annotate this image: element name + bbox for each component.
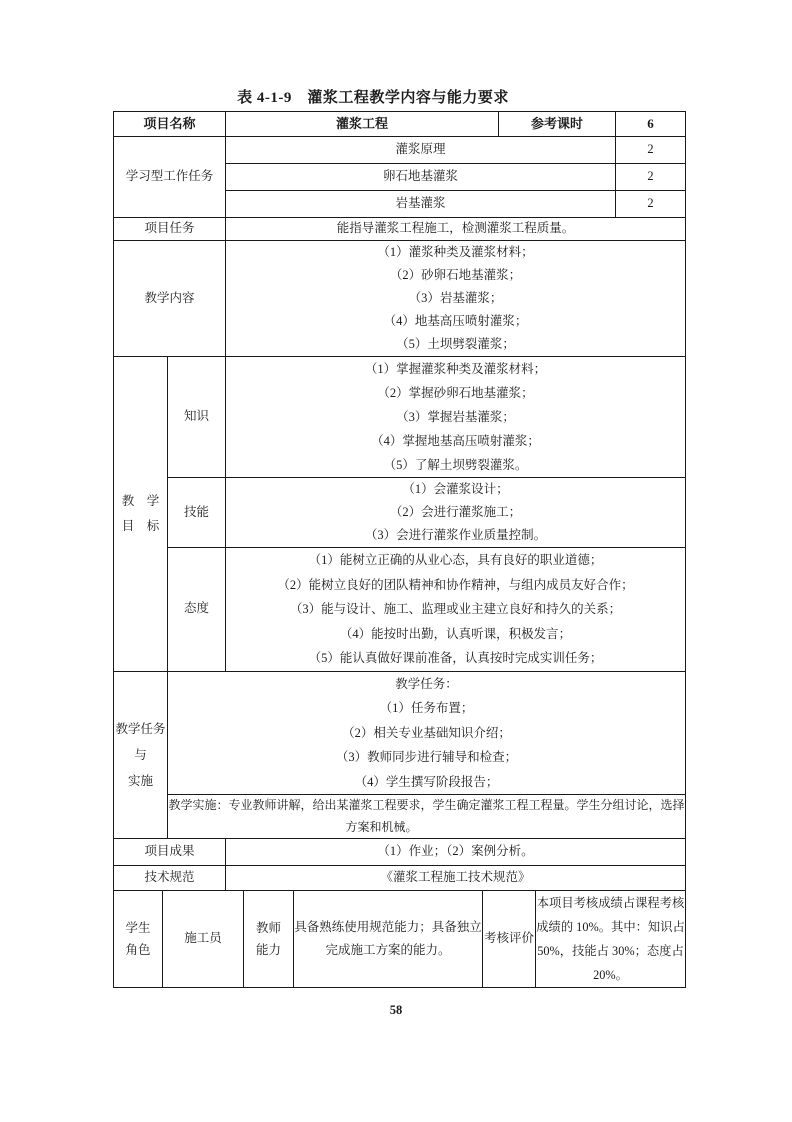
- content-line: （1）灌浆种类及灌浆材料；: [377, 245, 534, 259]
- content-line: （3）能与设计、施工、监理或业主建立良好和持久的关系；: [289, 602, 622, 616]
- teaching-content-label-cell: 教学内容: [114, 241, 226, 357]
- learning-task-name-cell: 岩基灌浆: [226, 191, 616, 218]
- content-line: （2）会进行灌浆施工；: [389, 505, 522, 519]
- teaching-content-cell: [226, 241, 686, 357]
- content-line: （4）能按时出勤，认真听课，积极发言；: [339, 626, 572, 641]
- assessment-label-cell: 考核评价: [483, 891, 536, 988]
- project-task-label-cell: 项目任务: [114, 218, 226, 241]
- learning-task-name-cell: 卵石地基灌浆: [226, 164, 616, 191]
- skills-label-cell: 技能: [168, 478, 226, 548]
- project-outcome-label-cell: 项目成果: [114, 839, 226, 866]
- content-line: （1）掌握灌浆种类及灌浆材料；: [364, 362, 547, 376]
- teaching-goals-label-line: 目 标: [121, 518, 160, 533]
- teacher-ability-label-line: 能力: [255, 943, 281, 957]
- student-role-label-line: 角色: [125, 943, 151, 957]
- teaching-goals-label-line: 教 学: [121, 493, 160, 508]
- learning-task-hours-cell: 2: [616, 164, 686, 191]
- learning-tasks-label-cell: 学习型工作任务: [114, 137, 226, 218]
- tasks-impl-label-line: 与: [134, 747, 147, 762]
- content-line: （2）相关专业基础知识介绍；: [342, 725, 511, 740]
- tasks-impl-label-line: 实施: [127, 773, 153, 788]
- content-line: （5）能认真做好课前准备，认真按时完成实训任务；: [308, 651, 603, 665]
- student-role-value-cell: 施工员: [163, 891, 244, 988]
- learning-task-name-cell: 灌浆原理: [226, 137, 616, 164]
- content-line: （4）地基高压喷射灌浆；: [383, 314, 528, 328]
- content-line: （2）掌握砂卵石地基灌浆；: [377, 386, 534, 400]
- student-role-label-cell: [114, 891, 163, 988]
- page-number: 58: [389, 1003, 403, 1017]
- knowledge-content-cell: [226, 357, 686, 478]
- learning-task-hours-cell: 2: [616, 137, 686, 164]
- content-line: （3）教师同步进行辅导和检查；: [335, 750, 518, 764]
- content-line: 方案和机械。: [345, 819, 418, 834]
- content-line: （5）了解土坝劈裂灌浆。: [383, 458, 528, 472]
- tasks-impl-label-cell: [114, 671, 168, 839]
- teacher-ability-value-cell: 具备熟练使用规范能力；具备独立完成施工方案的能力。: [294, 891, 483, 988]
- content-line: （3）会进行灌浆作业质量控制。: [364, 528, 547, 542]
- table-title: 表 4-1-9 灌浆工程教学内容与能力要求: [237, 90, 509, 106]
- course-requirements-table: [113, 111, 686, 988]
- tasks-impl-label-line: 教学任务: [115, 721, 166, 736]
- attitude-label-cell: 态度: [168, 548, 226, 672]
- project-name-value-cell: 灌浆工程: [226, 112, 499, 137]
- content-line: （4）学生撰写阶段报告；: [354, 774, 499, 789]
- content-line: 教学任务：: [395, 676, 458, 691]
- teacher-ability-label-cell: [244, 891, 294, 988]
- teaching-tasks-cell: [168, 671, 686, 795]
- project-task-value-cell: 能指导灌浆工程施工，检测灌浆工程质量。: [226, 218, 686, 241]
- content-line: （5）土坝劈裂灌浆；: [396, 337, 515, 351]
- assessment-value-cell: 本项目考核成绩占课程考核成绩的 10%。其中：知识占 50%，技能占 30%；态度占 20%。: [536, 891, 686, 988]
- content-line: 教学实施：专业教师讲解，给出某灌浆工程要求，学生确定灌浆工程工程量。学生分组讨论，选择: [168, 798, 685, 812]
- ref-hours-value-cell: 6: [616, 112, 686, 137]
- teaching-implementation-cell: [168, 795, 686, 839]
- skills-content-cell: [226, 478, 686, 548]
- knowledge-label-cell: 知识: [168, 357, 226, 478]
- ref-hours-label-cell: 参考课时: [499, 112, 616, 137]
- attitude-content-cell: [226, 548, 686, 672]
- content-line: （4）掌握地基高压喷射灌浆；: [371, 434, 540, 448]
- technical-standard-value-cell: 《灌浆工程施工技术规范》: [226, 866, 686, 891]
- content-line: （1）会灌浆设计；: [402, 482, 509, 496]
- content-line: （3）掌握岩基灌浆；: [396, 410, 515, 424]
- teacher-ability-label-line: 教师: [255, 921, 281, 935]
- project-name-label-cell: 项目名称: [114, 112, 226, 137]
- content-line: （1）能树立正确的从业心态，具有良好的职业道德；: [308, 553, 603, 567]
- content-line: （2）砂卵石地基灌浆；: [389, 268, 522, 282]
- student-role-label-line: 学生: [125, 921, 151, 935]
- learning-task-hours-cell: 2: [616, 191, 686, 218]
- content-line: （1）任务布置；: [379, 701, 474, 715]
- content-line: （2）能树立良好的团队精神和协作精神，与组内成员友好合作；: [277, 577, 634, 592]
- content-line: （3）岩基灌浆；: [408, 291, 503, 305]
- technical-standard-label-cell: 技术规范: [114, 866, 226, 891]
- teaching-goals-label-cell: [114, 357, 168, 672]
- project-outcome-value-cell: （1）作业；（2）案例分析。: [226, 839, 686, 866]
